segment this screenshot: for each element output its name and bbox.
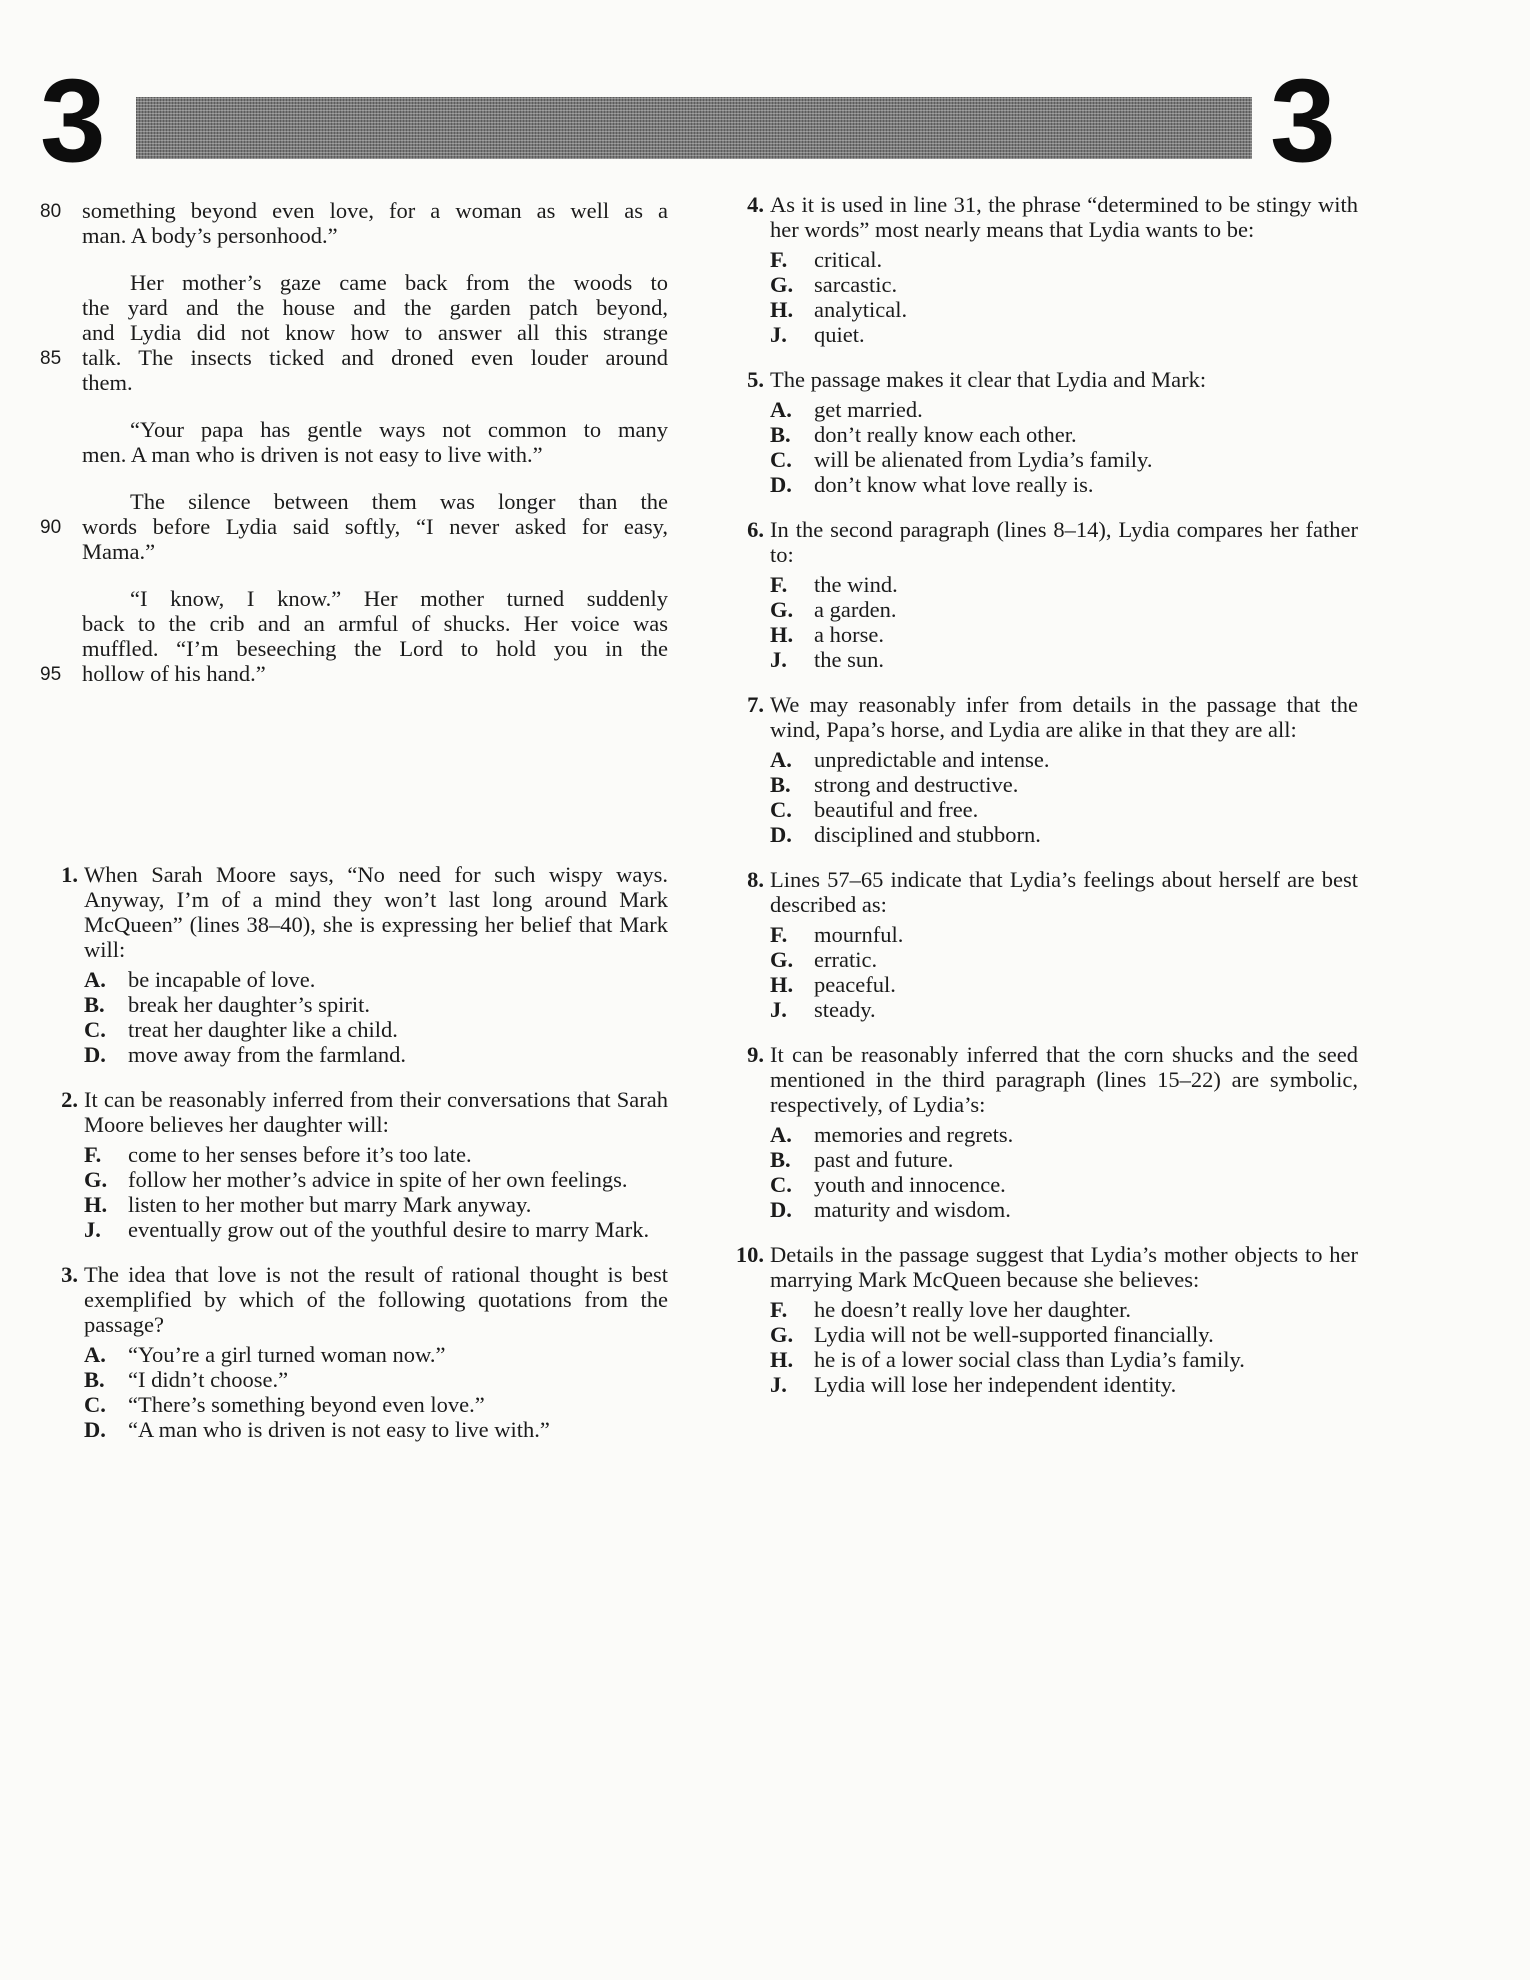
passage-line <box>40 661 668 686</box>
choice-text: follow her mother’s advice in spite of her own feelings. <box>128 1167 628 1192</box>
choice-letter: A. <box>770 1122 792 1147</box>
passage-line <box>40 345 668 370</box>
choice-text: the wind. <box>814 572 898 597</box>
answer-choice <box>770 797 1358 822</box>
question-stem: The passage makes it clear that Lydia and Mark: <box>770 367 1207 392</box>
choice-letter: H. <box>770 297 794 322</box>
choice-text: don’t really know each other. <box>814 422 1077 447</box>
choice-text: eventually grow out of the youthful desire to marry Mark. <box>128 1217 650 1242</box>
answer-choice <box>84 1192 668 1217</box>
answer-choice <box>84 1342 668 1367</box>
right-column <box>726 192 1358 1417</box>
passage-line <box>40 370 668 395</box>
choice-text: critical. <box>814 247 883 272</box>
passage-line <box>40 489 668 514</box>
answer-choice <box>770 1197 1358 1222</box>
choice-text: don’t know what love really is. <box>814 472 1094 497</box>
choice-letter: B. <box>84 992 105 1017</box>
line-text: Mama.” <box>82 539 156 564</box>
line-text: the yard and the house and the garden patch beyond, <box>82 295 668 320</box>
choice-text: “A man who is driven is not easy to live with.” <box>128 1417 550 1442</box>
line-number: 95 <box>40 664 62 685</box>
question-item <box>726 517 1358 672</box>
choice-text: get married. <box>814 397 923 422</box>
choice-text: analytical. <box>814 297 908 322</box>
choice-letter: B. <box>770 422 791 447</box>
question-item <box>726 367 1358 497</box>
line-text: talk. The insects ticked and droned even louder around <box>82 345 668 370</box>
choice-text: he doesn’t really love her daughter. <box>814 1297 1131 1322</box>
choice-text: he is of a lower social class than Lydia’s family. <box>814 1347 1245 1372</box>
answer-choice <box>770 447 1358 472</box>
passage-line <box>40 295 668 320</box>
question-item <box>40 1087 668 1242</box>
answer-choice <box>770 772 1358 797</box>
section-header-bar <box>136 97 1252 159</box>
choice-letter: G. <box>770 597 794 622</box>
line-text: hollow of his hand.” <box>82 661 266 686</box>
line-text: “I know, I know.” Her mother turned suddenly <box>130 586 668 611</box>
passage-line <box>40 514 668 539</box>
choice-text: treat her daughter like a child. <box>128 1017 398 1042</box>
choice-letter: J. <box>770 997 787 1022</box>
answer-choice <box>84 1367 668 1392</box>
answer-choice <box>770 972 1358 997</box>
answer-choice <box>770 1122 1358 1147</box>
question-stem: When Sarah Moore says, “No need for such wispy ways. Anyway, I’m of a mind they won’t last long around Mark McQueen” (lines 38–40), she is expressing her belief that Mark will: <box>84 862 668 962</box>
choice-text: “You’re a girl turned woman now.” <box>128 1342 446 1367</box>
answer-choice <box>770 397 1358 422</box>
answer-choice <box>770 997 1358 1022</box>
answer-choice <box>770 472 1358 497</box>
passage-line <box>40 198 668 223</box>
answer-choice <box>770 597 1358 622</box>
line-text: them. <box>82 370 133 395</box>
choice-text: a horse. <box>814 622 884 647</box>
answer-choice <box>84 1142 668 1167</box>
line-text: The silence between them was longer than the <box>130 489 668 514</box>
choice-letter: A. <box>84 1342 106 1367</box>
passage-paragraph <box>40 198 668 248</box>
answer-choice <box>770 822 1358 847</box>
answer-choice <box>770 922 1358 947</box>
question-item <box>726 1042 1358 1222</box>
choice-text: Lydia will not be well-supported financially. <box>814 1322 1214 1347</box>
reading-passage <box>40 198 668 686</box>
choice-letter: C. <box>84 1017 106 1042</box>
section-number-right: 3 <box>1270 55 1336 187</box>
choice-text: come to her senses before it’s too late. <box>128 1142 472 1167</box>
question-stem: Details in the passage suggest that Lydia’s mother objects to her marrying Mark McQueen because she believes: <box>770 1242 1358 1292</box>
passage-paragraph <box>40 489 668 564</box>
answer-choice <box>770 1322 1358 1347</box>
answer-choice <box>770 1147 1358 1172</box>
choice-letter: F. <box>770 1297 788 1322</box>
questions-right <box>726 192 1358 1397</box>
line-number: 85 <box>40 348 62 369</box>
choice-text: sarcastic. <box>814 272 898 297</box>
question-number: 4. <box>747 192 764 217</box>
question-number: 1. <box>61 862 78 887</box>
choice-letter: B. <box>770 772 791 797</box>
choice-letter: C. <box>770 797 792 822</box>
choice-letter: C. <box>770 447 792 472</box>
answer-choice <box>84 1017 668 1042</box>
questions-left <box>40 862 668 1442</box>
choice-letter: D. <box>84 1042 106 1067</box>
question-item <box>40 862 668 1067</box>
question-stem: It can be reasonably inferred that the corn shucks and the seed mentioned in the third paragraph (lines 15–22) are symbolic, respectively, of Lydia’s: <box>770 1042 1358 1117</box>
answer-choice <box>770 272 1358 297</box>
answer-choice <box>770 322 1358 347</box>
line-number: 90 <box>40 517 62 538</box>
answer-choice <box>770 1347 1358 1372</box>
line-text: muffled. “I’m beseeching the Lord to hold you in the <box>82 636 668 661</box>
choice-text: the sun. <box>814 647 884 672</box>
choice-text: will be alienated from Lydia’s family. <box>814 447 1153 472</box>
choice-text: memories and regrets. <box>814 1122 1014 1147</box>
choice-text: beautiful and free. <box>814 797 979 822</box>
answer-choice <box>770 297 1358 322</box>
question-number: 7. <box>747 692 764 717</box>
choice-letter: F. <box>770 572 788 597</box>
question-number: 3. <box>61 1262 78 1287</box>
passage-line <box>40 636 668 661</box>
answer-choice <box>84 1167 668 1192</box>
question-stem: Lines 57–65 indicate that Lydia’s feelings about herself are best described as: <box>770 867 1358 917</box>
choice-text: maturity and wisdom. <box>814 1197 1011 1222</box>
answer-choice <box>770 947 1358 972</box>
line-text: something beyond even love, for a woman as well as a <box>82 198 668 223</box>
choice-letter: H. <box>84 1192 108 1217</box>
question-stem: It can be reasonably inferred from their conversations that Sarah Moore believes her daughter will: <box>84 1087 668 1137</box>
choice-letter: G. <box>770 272 794 297</box>
choice-letter: D. <box>84 1417 106 1442</box>
line-text: “Your papa has gentle ways not common to many <box>130 417 668 442</box>
choice-letter: D. <box>770 1197 792 1222</box>
choice-text: youth and innocence. <box>814 1172 1006 1197</box>
choice-letter: C. <box>770 1172 792 1197</box>
answer-choice <box>770 572 1358 597</box>
choice-text: peaceful. <box>814 972 896 997</box>
passage-line <box>40 539 668 564</box>
choice-text: past and future. <box>814 1147 954 1172</box>
choice-letter: C. <box>84 1392 106 1417</box>
question-stem: The idea that love is not the result of rational thought is best exemplified by which of the following quotations from the passage? <box>84 1262 668 1337</box>
choice-letter: F. <box>770 247 788 272</box>
choice-letter: G. <box>84 1167 108 1192</box>
question-stem: We may reasonably infer from details in the passage that the wind, Papa’s horse, and Lydia are alike in that they are all: <box>770 692 1358 742</box>
choice-text: be incapable of love. <box>128 967 316 992</box>
choice-letter: A. <box>770 397 792 422</box>
choice-text: strong and destructive. <box>814 772 1019 797</box>
answer-choice <box>84 967 668 992</box>
answer-choice <box>84 992 668 1017</box>
passage-line <box>40 223 668 248</box>
answer-choice <box>84 1417 668 1442</box>
question-item <box>726 1242 1358 1397</box>
question-item <box>726 192 1358 347</box>
passage-paragraph <box>40 417 668 467</box>
choice-text: move away from the farmland. <box>128 1042 407 1067</box>
passage-line <box>40 320 668 345</box>
choice-text: break her daughter’s spirit. <box>128 992 371 1017</box>
question-number: 9. <box>747 1042 764 1067</box>
choice-text: “There’s something beyond even love.” <box>128 1392 485 1417</box>
choice-letter: J. <box>770 647 787 672</box>
choice-text: erratic. <box>814 947 878 972</box>
question-number: 8. <box>747 867 764 892</box>
choice-letter: G. <box>770 947 794 972</box>
answer-choice <box>770 1372 1358 1397</box>
choice-text: unpredictable and intense. <box>814 747 1050 772</box>
question-number: 6. <box>747 517 764 542</box>
choice-letter: A. <box>84 967 106 992</box>
choice-letter: J. <box>770 1372 787 1397</box>
choice-letter: J. <box>770 322 787 347</box>
choice-letter: D. <box>770 472 792 497</box>
choice-text: disciplined and stubborn. <box>814 822 1041 847</box>
passage-line <box>40 611 668 636</box>
choice-letter: A. <box>770 747 792 772</box>
line-number: 80 <box>40 201 62 222</box>
answer-choice <box>770 422 1358 447</box>
line-text: Her mother’s gaze came back from the woods to <box>130 270 668 295</box>
question-number: 10. <box>735 1242 764 1267</box>
question-number: 2. <box>61 1087 78 1112</box>
answer-choice <box>770 247 1358 272</box>
choice-letter: H. <box>770 622 794 647</box>
question-stem: As it is used in line 31, the phrase “determined to be stingy with her words” most nearly means that Lydia wants to be: <box>770 192 1358 242</box>
answer-choice <box>84 1392 668 1417</box>
answer-choice <box>770 622 1358 647</box>
passage-line <box>40 586 668 611</box>
question-number: 5. <box>747 367 764 392</box>
passage-line <box>40 417 668 442</box>
choice-letter: D. <box>770 822 792 847</box>
answer-choice <box>770 747 1358 772</box>
passage-line <box>40 442 668 467</box>
section-number-left: 3 <box>40 55 106 187</box>
question-item <box>726 867 1358 1022</box>
answer-choice <box>84 1042 668 1067</box>
choice-letter: J. <box>84 1217 101 1242</box>
choice-letter: H. <box>770 1347 794 1372</box>
choice-text: listen to her mother but marry Mark anyway. <box>128 1192 532 1217</box>
choice-text: steady. <box>814 997 876 1022</box>
passage-paragraph <box>40 586 668 686</box>
choice-text: quiet. <box>814 322 865 347</box>
choice-letter: H. <box>770 972 794 997</box>
passage-line <box>40 270 668 295</box>
choice-text: “I didn’t choose.” <box>128 1367 289 1392</box>
choice-letter: F. <box>770 922 788 947</box>
choice-text: a garden. <box>814 597 897 622</box>
question-item <box>726 692 1358 847</box>
answer-choice <box>84 1217 668 1242</box>
question-stem: In the second paragraph (lines 8–14), Lydia compares her father to: <box>770 517 1358 567</box>
choice-letter: F. <box>84 1142 102 1167</box>
left-column <box>40 198 668 1462</box>
question-item <box>40 1262 668 1442</box>
choice-letter: B. <box>770 1147 791 1172</box>
choice-letter: B. <box>84 1367 105 1392</box>
line-text: words before Lydia said softly, “I never asked for easy, <box>82 514 668 539</box>
answer-choice <box>770 647 1358 672</box>
line-text: and Lydia did not know how to answer all this strange <box>82 320 668 345</box>
choice-text: mournful. <box>814 922 904 947</box>
choice-letter: G. <box>770 1322 794 1347</box>
answer-choice <box>770 1172 1358 1197</box>
passage-paragraph <box>40 270 668 395</box>
answer-choice <box>770 1297 1358 1322</box>
line-text: back to the crib and an armful of shucks. Her voice was <box>82 611 668 636</box>
choice-text: Lydia will lose her independent identity. <box>814 1372 1177 1397</box>
line-text: man. A body’s personhood.” <box>82 223 338 248</box>
line-text: men. A man who is driven is not easy to live with.” <box>82 442 543 467</box>
